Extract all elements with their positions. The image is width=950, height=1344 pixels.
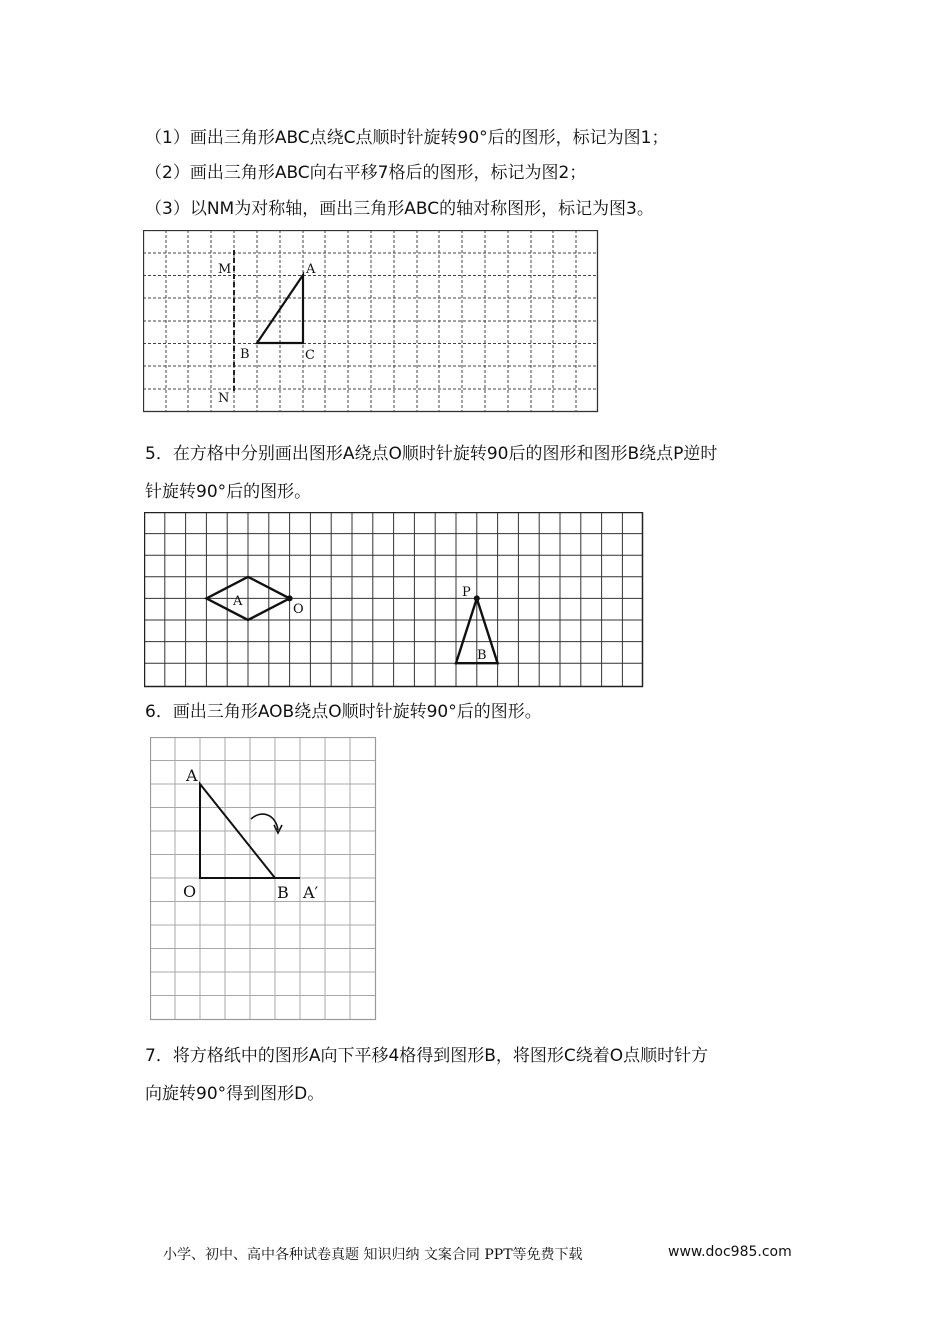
q7-instruction-2: 向旋转90°得到图形D。 (145, 1084, 325, 1104)
label-a: A (186, 766, 198, 785)
label-b: B (240, 347, 250, 362)
label-b: B (477, 648, 487, 663)
q4-instruction-2: （2）画出三角形ABC向右平移7格后的图形，标记为图2； (145, 163, 587, 183)
q4-instruction-1: （1）画出三角形ABC点绕C点顺时针旋转90°后的图形，标记为图1； (145, 128, 669, 148)
label-a-prime: A′ (303, 883, 319, 902)
label-a: A (306, 262, 316, 277)
point-p (474, 595, 480, 601)
point-o (287, 595, 293, 601)
label-a: A (233, 594, 243, 609)
q5-instruction-2: 针旋转90°后的图形。 (145, 482, 312, 502)
label-o: O (183, 882, 197, 901)
q5-instruction-1: 5．在方格中分别画出图形A绕点O顺时针旋转90后的图形和图形B绕点P逆时 (145, 444, 718, 464)
footer-promo-text: 小学、初中、高中各种试卷真题 知识归纳 文案合同 PPT等免费下载 (163, 1247, 583, 1263)
label-m: M (218, 262, 232, 277)
grid-figure-q4 (143, 230, 599, 413)
q4-instruction-3: （3）以NM为对称轴，画出三角形ABC的轴对称图形，标记为图3。 (145, 199, 654, 219)
footer-website-link[interactable]: www.doc985.com (668, 1244, 792, 1260)
q6-instruction-1: 6．画出三角形AOB绕点O顺时针旋转90°后的图形。 (145, 702, 542, 722)
label-b: B (277, 883, 289, 902)
label-n: N (218, 391, 230, 406)
label-p: P (462, 585, 471, 600)
q7-instruction-1: 7．将方格纸中的图形A向下平移4格得到图形B，将图形C绕着O点顺时针方 (145, 1046, 709, 1066)
grid-figure-q5 (144, 512, 644, 688)
label-c: C (305, 348, 315, 363)
rotation-arrow (251, 814, 278, 830)
label-o: O (293, 602, 304, 617)
grid-figure-q6 (150, 737, 378, 1022)
